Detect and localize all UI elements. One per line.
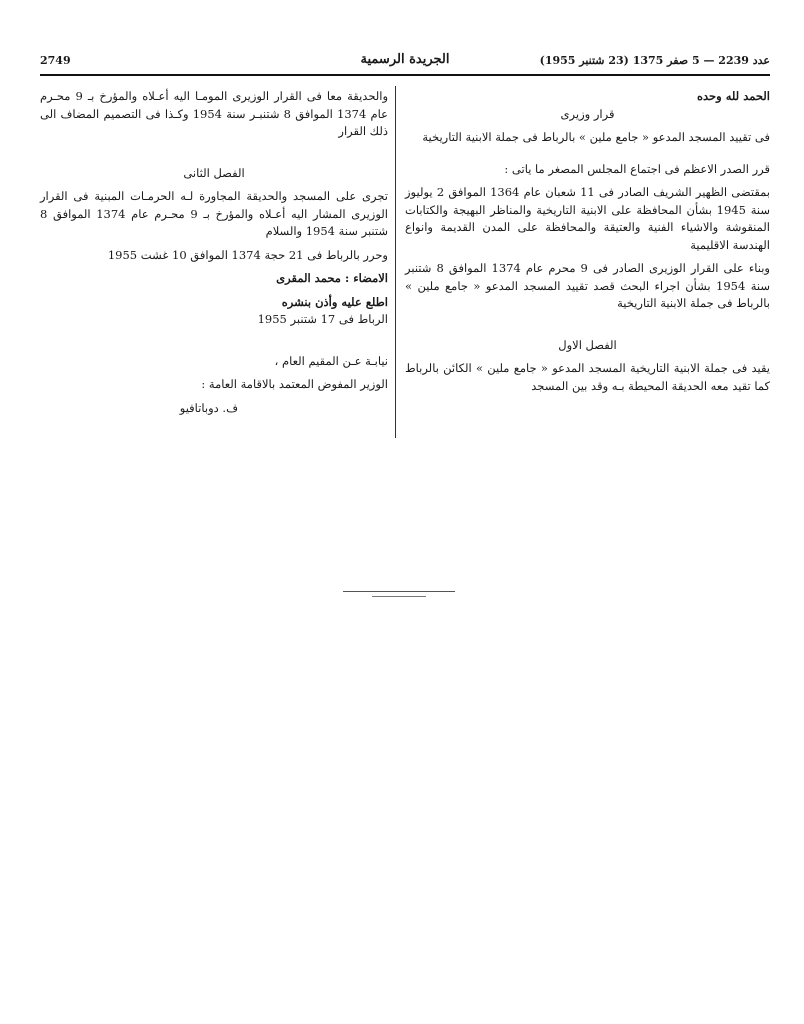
- right-column: [405, 88, 770, 395]
- minister-name: ف. دوباتافيو: [179, 400, 238, 415]
- page-number: 2749: [40, 54, 71, 67]
- article-2-text: تجرى على المسجد والحديقة المجاورة لـه الحرمـات المبنية فى القرار الوزيرى المشار اليه أعـلاه والمؤرخ بـ 9 محـرم عام 1374 الموافق 8 شتنبر سنة 1954 والسلام: [40, 189, 389, 238]
- recital-1: بمقتضى الظهير الشريف الصادر فى 11 شعبان عام 1364 الموافق 2 يوليوز سنة 1945 بشأن المحافظة على الابنية التاريخية والمناظر البهيجة والكتابات المنقوشة والاشياء الفنية والعتيقة والمحافظة على المدن القديمة وانواع الهندسة الاقليمية: [405, 185, 770, 252]
- article-1-heading: الفصل الاول: [558, 337, 617, 352]
- left-column: [40, 88, 388, 417]
- signature: الامضاء : محمد المقرى: [276, 271, 388, 285]
- minister-title: الوزير المفوض المعتمد بالاقامة العامة :: [201, 377, 388, 391]
- seen-date: الرباط فى 17 شتنبر 1955: [257, 312, 388, 326]
- decree-title: قرار وزيرى: [560, 106, 615, 121]
- praise-line: الحمد لله وحده: [696, 89, 770, 103]
- on-behalf-of: نيابـة عـن المقيم العام ،: [274, 353, 388, 368]
- end-separator-short: [372, 596, 426, 597]
- gazette-title: الجريدة الرسمية: [360, 52, 450, 67]
- article-2-heading: الفصل الثانى: [183, 165, 245, 180]
- page-header: [40, 52, 770, 72]
- decree-subject: فى تقييد المسجد المدعو « جامع ملين » بالرباط فى جملة الابنية التاريخية: [422, 130, 770, 144]
- article-1-continuation: والحديقة معا فى القرار الوزيرى المومـا اليه أعـلاه والمؤرخ بـ 9 محـرم عام 1374 الموافق 8 شتنبـر سنة 1954 وكـذا فى التصميم المضاف الى ذلك القرار: [40, 89, 388, 138]
- issue-info: عدد 2239 — 5 صفر 1375 (23 شتنبر 1955): [539, 54, 770, 67]
- recital-2: وبناء على القرار الوزيرى الصادر فى 9 محرم عام 1374 الموافق 8 شتنبر سنة 1954 بشأن اجراء البحث قصد تقييد المسجد المدعو « جامع ملين » بالرباط فى جملة الابنية التاريخية: [405, 261, 770, 310]
- column-divider: [395, 86, 396, 438]
- end-separator: [343, 591, 455, 592]
- decree-preamble: قرر الصدر الاعظم فى اجتماع المجلس المصغر ما ياتى :: [504, 161, 770, 176]
- article-1-text: يقيد فى جملة الابنية التاريخية المسجد المدعو « جامع ملين » الكائن بالرباط كما تقيد معه الحديقة المحيطة بـه وقد بين المسجد: [405, 361, 770, 393]
- seen-for-publication: اطلع عليه وأذن بنشره: [281, 294, 388, 309]
- done-at: وحرر بالرباط فى 21 حجة 1374 الموافق 10 غشت 1955: [107, 247, 388, 262]
- header-rule: [40, 74, 770, 76]
